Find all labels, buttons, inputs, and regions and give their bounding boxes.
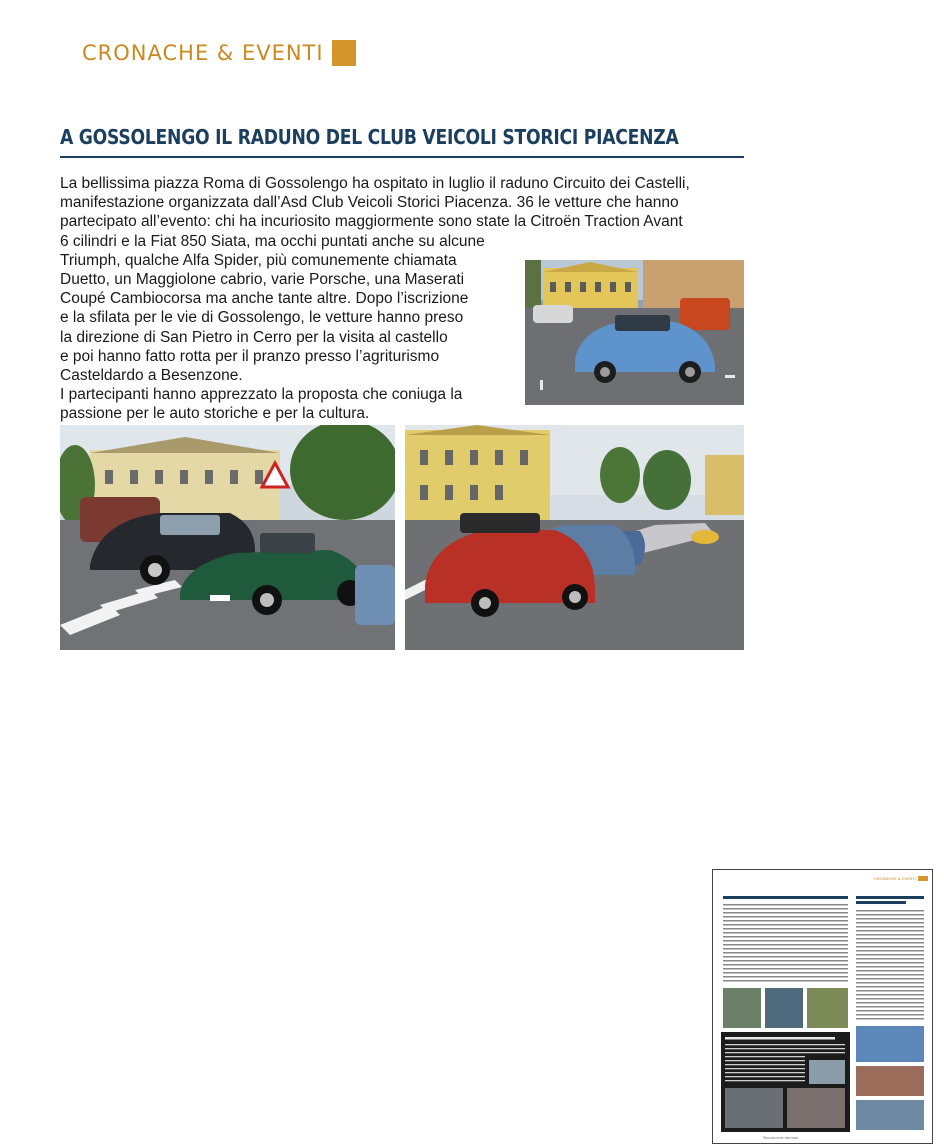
body-line: Duetto, un Maggiolone cabrio, varie Porsche, una Maserati (60, 271, 465, 289)
section-title: CRONACHE & EVENTI (82, 41, 324, 65)
article-title: A GOSSOLENGO IL RADUNO DEL CLUB VEICOLI STORICI PIACENZA (60, 125, 679, 149)
body-line: e poi hanno fatto rotta per il pranzo presso l’agriturismo (60, 347, 440, 365)
body-line: passione per le auto storiche e per la cultura. (60, 405, 370, 423)
photo-porsche (525, 260, 744, 405)
thumbnail-tag-label: CRONACHE & EVENTI (873, 876, 916, 881)
body-line: Triumph, qualche Alfa Spider, più comunemente chiamata (60, 251, 457, 269)
page-thumbnail[interactable] (712, 869, 933, 1144)
thumbnail-layout (713, 870, 932, 1143)
body-line: la direzione di San Pietro in Cerro per la visita al castello (60, 328, 448, 346)
section-marker (332, 40, 356, 66)
section-header (82, 40, 356, 66)
photo-citroen-alfa (60, 425, 395, 650)
body-line: 6 cilindri e la Fiat 850 Siata, ma occhi puntati anche su alcune (60, 232, 485, 250)
title-divider (60, 156, 744, 158)
body-line: I partecipanti hanno apprezzato la proposta che coniuga la (60, 386, 463, 404)
photo-alfa-spider (405, 425, 744, 650)
body-line: e la sfilata per le vie di Gossolengo, le vetture hanno preso (60, 309, 464, 327)
thumbnail-footer: Riproduzione riservata (763, 1136, 799, 1140)
body-line: La bellissima piazza Roma di Gossolengo ha ospitato in luglio il raduno Circuito dei Castelli, (60, 175, 690, 192)
body-line: Casteldardo a Besenzone. (60, 367, 243, 385)
body-line: Coupé Cambiocorsa ma anche tante altre. Dopo l’iscrizione (60, 290, 469, 308)
body-line: partecipato all’evento: chi ha incuriosito maggiormente sono state la Citroën Traction Avant (60, 213, 683, 231)
body-line: manifestazione organizzata dall’Asd Club Veicoli Storici Piacenza. 36 le vetture che hanno (60, 194, 679, 212)
